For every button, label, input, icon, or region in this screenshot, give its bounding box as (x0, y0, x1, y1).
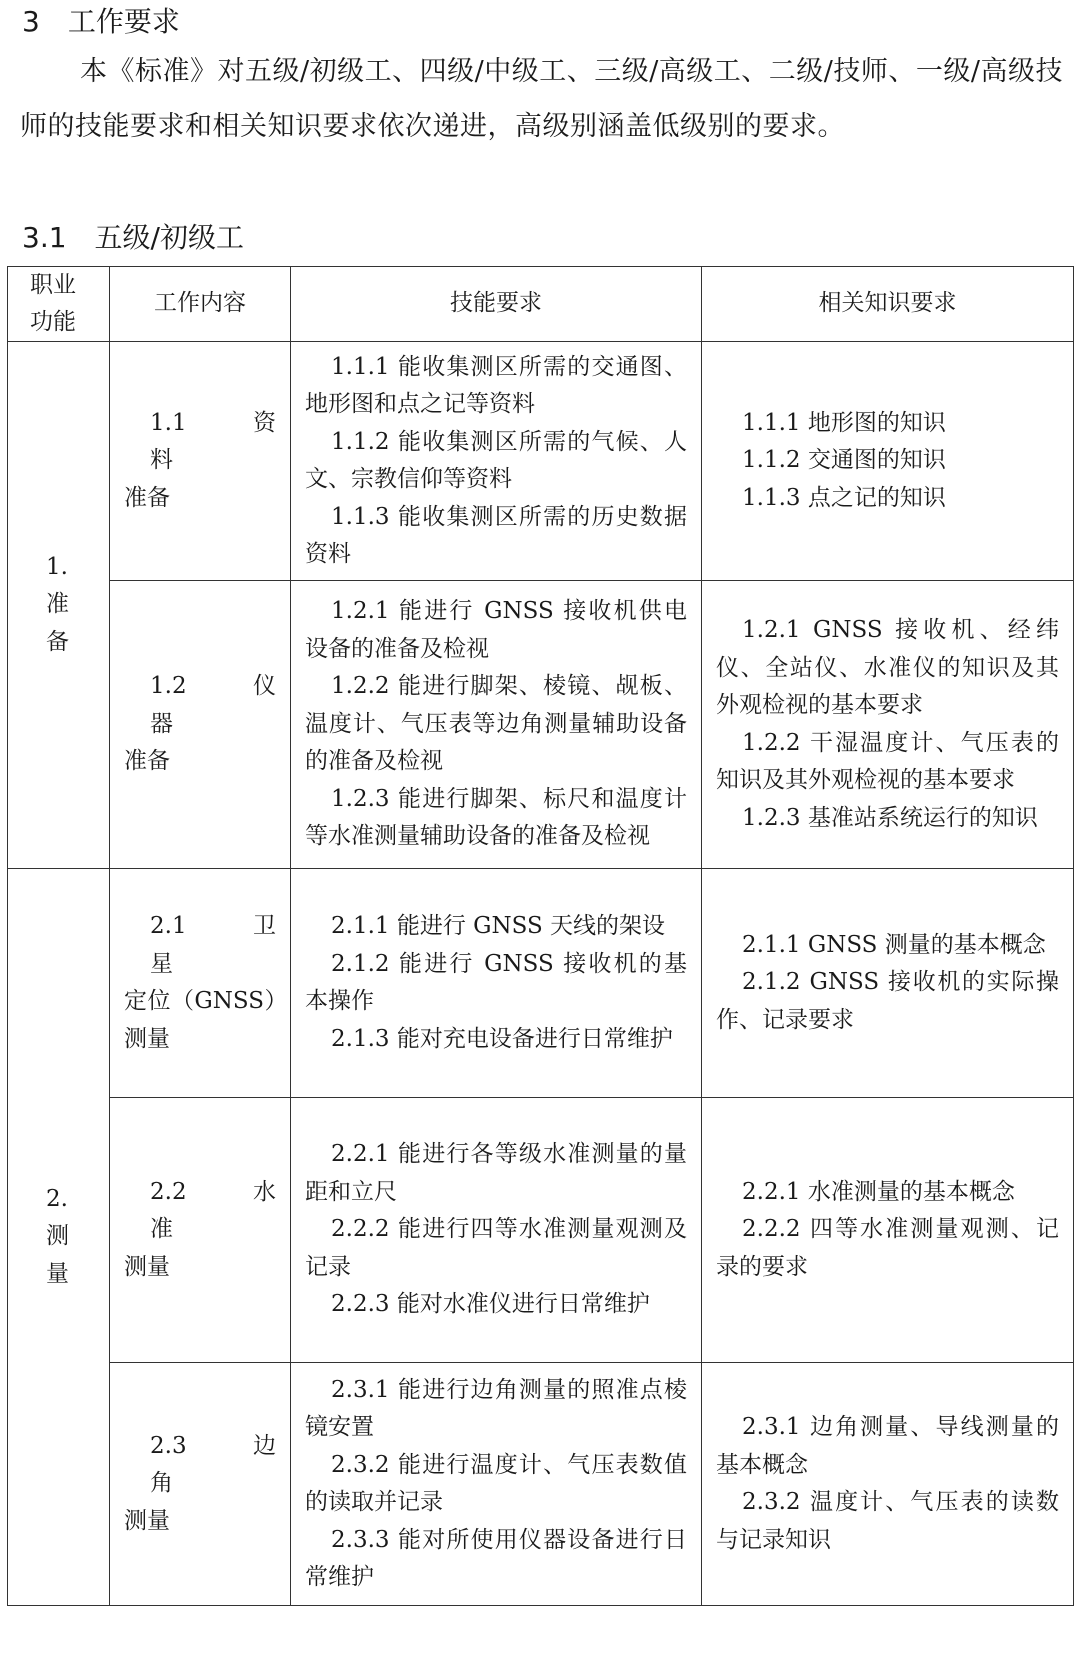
skill-item: 2.2.3 能对水准仪进行日常维护 (331, 1291, 650, 1318)
table-row (8, 342, 1074, 581)
knowledge-item: 1.1.2 交通图的知识 (742, 447, 946, 474)
skill-item: 1.1.1 能收集测区所需的交通图、地形图和点之记等资料 (305, 353, 687, 417)
skill-item: 2.3.1 能进行边角测量的照准点棱镜安置 (305, 1376, 687, 1440)
skill-item: 2.3.3 能对所使用仪器设备进行日常维护 (305, 1526, 687, 1590)
knowledge-cell (702, 342, 1074, 581)
skill-item: 2.3.2 能进行温度计、气压表数值的读取并记录 (305, 1451, 687, 1515)
function-number: 1. (46, 553, 68, 580)
table-row (8, 1363, 1074, 1606)
header-skill: 技能要求 (291, 267, 702, 342)
work-content-title: 2.3 边 角 (150, 1432, 299, 1497)
header-work-content: 工作内容 (110, 267, 291, 342)
skill-cell (291, 581, 702, 869)
work-content-title: 2.1 卫 星 (150, 913, 299, 977)
work-content-cell (110, 581, 299, 869)
function-char: 准 (46, 591, 69, 618)
skill-item: 1.2.1 能进行 GNSS 接收机供电设备的准备及检视 (305, 598, 687, 662)
function-char: 量 (46, 1260, 69, 1287)
knowledge-item: 2.3.1 边角测量、导线测量的基本概念 (716, 1414, 1059, 1478)
requirements-table (7, 266, 1074, 1606)
work-content-cell (110, 1363, 299, 1606)
knowledge-item: 2.2.1 水准测量的基本概念 (742, 1178, 1015, 1205)
table-row (8, 1098, 1074, 1363)
skill-item: 1.1.2 能收集测区所需的气候、人文、宗教信仰等资料 (305, 428, 687, 492)
work-content-cell (110, 869, 299, 1098)
header-function: 职业 功能 (8, 267, 110, 342)
function-number: 2. (46, 1185, 68, 1212)
table-row (8, 581, 1074, 869)
work-content-rest: 测量 (124, 1253, 170, 1280)
knowledge-item: 1.2.3 基准站系统运行的知识 (742, 804, 1038, 831)
intro-paragraph: 本《标准》对五级/初级工、四级/中级工、三级/高级工、二级/技师、一级/高级技师的技能要求和相关知识要求依次递进，高级别涵盖低级别的要求。 (20, 56, 1063, 142)
knowledge-item: 2.1.2 GNSS 接收机的实际操作、记录要求 (716, 969, 1059, 1033)
work-content-title: 1.2 仪 器 (150, 673, 299, 737)
skill-item: 1.2.3 能进行脚架、标尺和温度计等水准测量辅助设备的准备及检视 (305, 785, 687, 850)
function-cell (8, 342, 110, 869)
work-content-cell (110, 1098, 299, 1363)
knowledge-item: 2.2.2 四等水准测量观测、记录的要求 (716, 1216, 1059, 1280)
skill-item: 2.2.2 能进行四等水准测量观测及记录 (305, 1216, 687, 1280)
knowledge-cell (702, 869, 1074, 1098)
knowledge-cell (702, 581, 1074, 869)
skill-cell (291, 1098, 702, 1363)
skill-item: 1.1.3 能收集测区所需的历史数据资料 (305, 503, 687, 567)
header-knowledge: 相关知识要求 (702, 267, 1074, 342)
skill-cell (291, 869, 702, 1098)
knowledge-cell (702, 1098, 1074, 1363)
table-body (8, 342, 1074, 1606)
knowledge-cell (702, 1363, 1074, 1606)
work-content-rest: 定位（GNSS）测量 (124, 988, 276, 1052)
skill-item: 2.1.3 能对充电设备进行日常维护 (331, 1025, 673, 1052)
skill-item: 2.1.2 能进行 GNSS 接收机的基本操作 (305, 950, 687, 1014)
knowledge-item: 1.1.1 地形图的知识 (742, 409, 946, 436)
section-title: 3 工作要求 (22, 5, 180, 38)
function-char: 测 (46, 1223, 69, 1250)
skill-item: 1.2.2 能进行脚架、棱镜、觇板、温度计、气压表等边角测量辅助设备的准备及检视 (305, 673, 687, 775)
work-content-title: 1.1 资 料 (150, 409, 299, 474)
knowledge-item: 1.2.1 GNSS 接收机、经纬仪、全站仪、水准仪的知识及其外观检视的基本要求 (716, 617, 1059, 718)
knowledge-item: 2.1.1 GNSS 测量的基本概念 (742, 931, 1046, 958)
work-content-rest: 准备 (124, 484, 170, 511)
skill-item: 2.2.1 能进行各等级水准测量的量距和立尺 (305, 1141, 687, 1205)
knowledge-item: 2.3.2 温度计、气压表的读数与记录知识 (716, 1489, 1059, 1553)
work-content-rest: 准备 (124, 748, 170, 775)
skill-item: 2.1.1 能进行 GNSS 天线的架设 (331, 913, 666, 939)
knowledge-item: 1.1.3 点之记的知识 (742, 484, 946, 511)
table-row (8, 869, 1074, 1098)
function-char: 备 (46, 628, 69, 655)
knowledge-item: 1.2.2 干湿温度计、气压表的知识及其外观检视的基本要求 (716, 729, 1059, 793)
function-cell (8, 869, 110, 1606)
work-content-title: 2.2 水 准 (150, 1178, 299, 1243)
table-header-row (8, 267, 1074, 342)
work-content-cell (110, 342, 299, 581)
work-content-rest: 测量 (124, 1507, 170, 1534)
subsection-title: 3.1 五级/初级工 (22, 221, 244, 254)
skill-cell (291, 342, 702, 581)
skill-cell (291, 1363, 702, 1606)
